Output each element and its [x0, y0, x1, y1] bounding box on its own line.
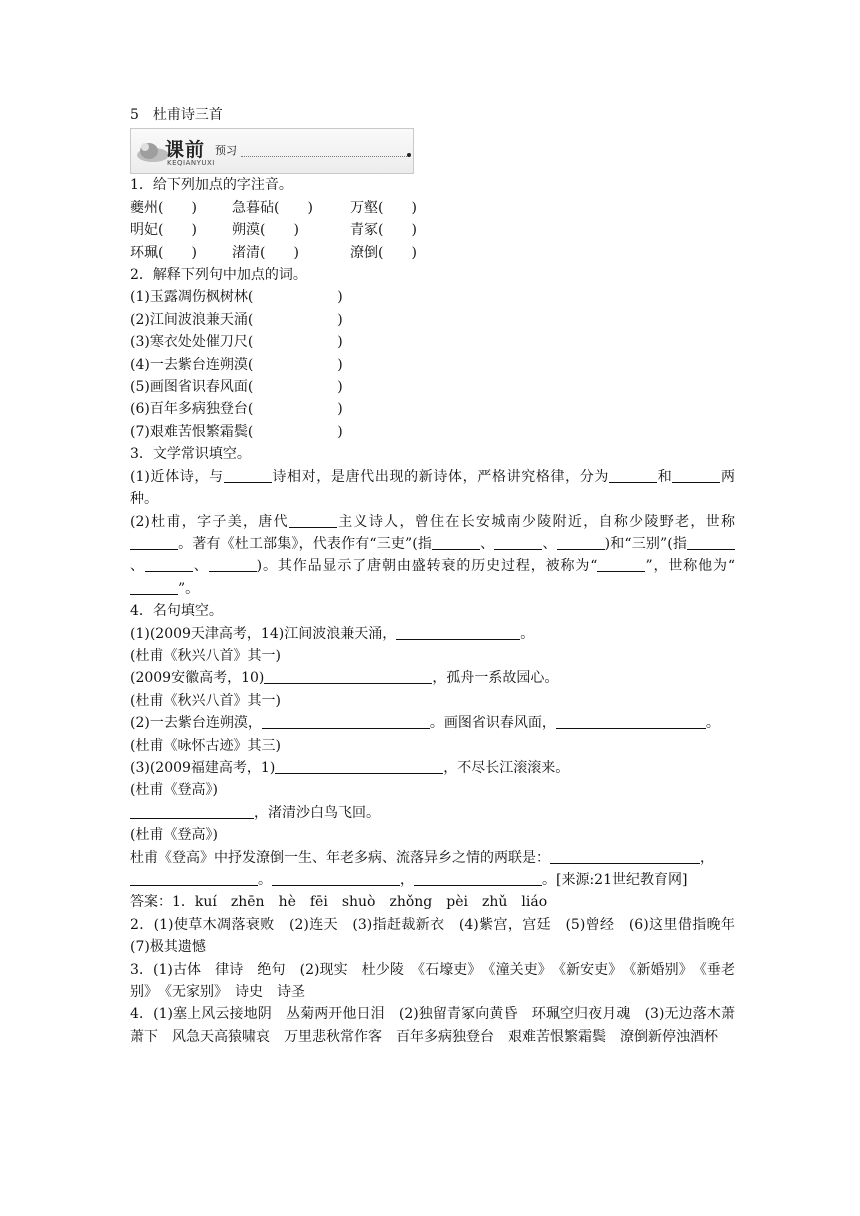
q1-row: [130, 242, 735, 264]
q1-row: [130, 219, 735, 241]
fill-blank[interactable]: [130, 804, 254, 819]
fill-blank[interactable]: [224, 468, 272, 483]
q2-item: (6)百年多病独登台( ): [130, 401, 343, 418]
fill-blank[interactable]: [396, 625, 520, 640]
q4-line: (1)(2009天津高考，14)江间波浪兼天涌， 。: [130, 625, 535, 642]
q4-line: 杜甫《登高》中抒发潦倒一生、年老多病、流落异乡之情的两联是： ，: [130, 849, 714, 866]
q2-item: (3)寒衣处处催刀尺( ): [130, 334, 343, 351]
q4-source: (杜甫《秋兴八首》其一): [130, 647, 281, 664]
q1-heading: 1．给下列加点的字注音。: [130, 177, 293, 194]
banner-endcap: [407, 153, 411, 157]
answer-2: 2．(1)使草木凋落衰败 (2)连天 (3)指赶裁新衣 (4)紫宫，宫廷 (5)曾经 (6)这里借指晚年 (7)极其遗憾: [130, 916, 749, 956]
q1-cell: 明妃( ): [130, 222, 197, 239]
answer-1: 答案：1．kuí zhēn hè fēi shuò zhǒng pèi zhǔ liáo: [130, 894, 548, 911]
q4-heading: 4．名句填空。: [130, 603, 223, 620]
section-banner: [130, 128, 414, 174]
fill-blank[interactable]: [494, 535, 542, 550]
banner-sub-text: 预习: [215, 144, 237, 158]
q1-cell: 万壑( ): [350, 199, 417, 216]
q1-cell: 潦倒( ): [350, 244, 417, 261]
q3-paragraph-1: (1)近体诗，与 诗相对，是唐代出现的新诗体，严格讲究格律，分为 和 两种。: [130, 468, 736, 508]
fill-blank[interactable]: [130, 871, 258, 886]
q4-source: (杜甫《登高》): [130, 827, 218, 844]
q2-item: (2)江间波浪兼天涌( ): [130, 311, 343, 328]
q1-cell: 急暮砧( ): [232, 199, 313, 216]
answer-4: 4．(1)塞上风云接地阴 丛菊两开他日泪 (2)独留青冢向黄昏 环珮空归夜月魂 (3)无边落木萧萧下 风急天高猿啸哀 万里悲秋常作客 百年多病独登台 艰难苦恨繁霜鬓 潦倒新停浊酒杯: [130, 1006, 735, 1045]
q4-source: (杜甫《登高》): [130, 782, 218, 799]
q4-line: (2009安徽高考，10) ，孤舟一系故园心。: [130, 670, 559, 687]
fill-blank[interactable]: [557, 535, 605, 550]
fill-blank[interactable]: [275, 759, 443, 774]
q4-source: (杜甫《秋兴八首》其一): [130, 692, 281, 709]
q1-cell: 朔漠( ): [232, 222, 299, 239]
fill-blank[interactable]: [130, 535, 178, 550]
banner-main-text: 课前: [165, 139, 206, 162]
fill-blank[interactable]: [432, 535, 480, 550]
fill-blank[interactable]: [672, 468, 720, 483]
q4-line: (2)一去紫台连朔漠， 。画图省识春风面， 。: [130, 715, 720, 732]
fill-blank[interactable]: [550, 849, 700, 864]
q1-cell: 环珮( ): [130, 244, 197, 261]
fill-blank[interactable]: [687, 535, 735, 550]
q1-cell: 渚清( ): [232, 244, 299, 261]
document-page: [130, 104, 749, 1048]
q2-item: (5)画图省识春风面( ): [130, 379, 343, 396]
answer-3: 3．(1)古体 律诗 绝句 (2)现实 杜少陵 《石壕吏》 《潼关吏》 《新安吏》 《新婚别》 《垂老别》 《无家别》 诗史 诗圣: [130, 961, 735, 1001]
q4-line: (3)(2009福建高考，1) ，不尽长江滚滚来。: [130, 759, 570, 776]
fill-blank[interactable]: [130, 580, 178, 595]
fill-blank[interactable]: [597, 557, 645, 572]
fill-blank[interactable]: [209, 557, 257, 572]
q3-heading: 3．文学常识填空。: [130, 446, 251, 463]
fill-blank[interactable]: [289, 513, 337, 528]
q4-line: 。 ， 。[来源:21世纪教育网]: [130, 869, 735, 891]
q1-cell: 夔州( ): [130, 199, 197, 216]
q3-paragraph-2: (2)杜甫，字子美，唐代 主义诗人，曾住在长安城南少陵附近，自称少陵野老，世称。著有《杜工部集》，代表作有“三吏”(指 、 、 )和“三别”(指、 、 )。其作品显示了唐朝由盛转衰的历史过程，被称为“ ”，世称他为“”。: [130, 513, 736, 597]
source-note: [来源:21世纪教育网]: [556, 872, 688, 888]
fill-blank[interactable]: [262, 714, 430, 729]
page-title: 5 杜甫诗三首: [130, 107, 223, 123]
fill-blank[interactable]: [272, 871, 400, 886]
fill-blank[interactable]: [145, 557, 193, 572]
banner-pinyin: KEQIANYUXI: [167, 159, 215, 168]
q4-source: (杜甫《咏怀古迹》其三): [130, 737, 281, 754]
q1-row: [130, 197, 735, 219]
q1-cell: 青冢( ): [350, 222, 417, 239]
q4-line: ，渚清沙白鸟飞回。: [130, 802, 735, 824]
fill-blank[interactable]: [264, 669, 432, 684]
fill-blank[interactable]: [414, 871, 542, 886]
q2-item: (7)艰难苦恨繁霜鬓( ): [130, 423, 343, 440]
q2-heading: 2．解释下列句中加点的词。: [130, 267, 307, 284]
banner-dotted-line: [241, 156, 409, 157]
q2-item: (1)玉露凋伤枫树林( ): [130, 289, 343, 306]
fill-blank[interactable]: [609, 468, 657, 483]
fill-blank[interactable]: [556, 714, 706, 729]
q2-item: (4)一去紫台连朔漠( ): [130, 356, 343, 373]
